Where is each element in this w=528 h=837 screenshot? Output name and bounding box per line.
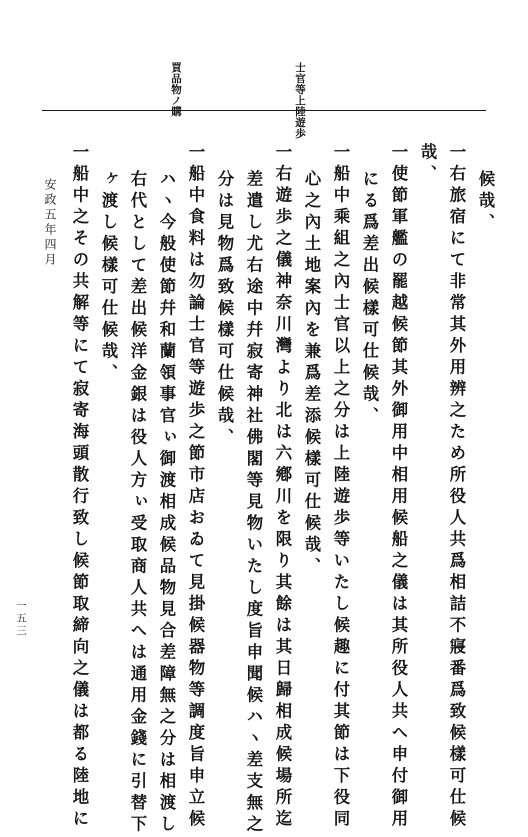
text-column: 候哉、 [476, 170, 495, 235]
text-column: 哉、 [418, 143, 437, 186]
text-column: 分は見物爲致候樣可仕候哉、 [215, 170, 234, 450]
text-column: 一船中食料は勿論士官等遊歩之節市店おゐて見掛候器物等調度旨申立候 [186, 143, 205, 831]
text-column: ヶ渡し候樣可仕候哉、 [99, 170, 118, 385]
header-rule [42, 110, 486, 111]
headnote-officers-shore-leave: 士官等上陸遊歩 [294, 62, 306, 139]
text-column: 右代として差出候洋金銀は役人方ぃ受取商人共へは通用金錢に引替下 [128, 170, 147, 837]
text-column: にる爲差出候樣可仕候哉、 [360, 170, 379, 428]
text-column: 差遣し尤右途中幷寂寄神社佛閣等見物いたし度旨申聞候ハヽ差支無之 [244, 170, 263, 837]
text-column: 一船中乘組之內士官以上之分は上陸遊歩等いたし候趣に付其節は下役同 [331, 143, 350, 831]
text-column: 心之內土地案內を兼爲差添候樣可仕候哉、 [302, 170, 321, 579]
text-column: ハヽ今般使節幷和蘭領事官ぃ御渡相成候品物見合差障無之分は相渡し [157, 170, 176, 837]
page-number: 一五三 [15, 600, 27, 638]
text-column: 一右遊歩之儀神奈川灣より北は六鄕川を限り其餘は其日歸相成候場所迄 [273, 143, 292, 831]
text-column: 一船中之その共解等にて寂寄海頭散行致し候節取締向之儀は都る陸地に [70, 143, 89, 831]
headnote-purchase-of-goods: 買品物ノ購 [170, 62, 182, 117]
document-date: 安政五年四月 [43, 178, 57, 268]
text-column: 一使節軍艦の罷越候節其外御用中相用候船之儀は其所役人共へ申付御用 [389, 143, 408, 831]
text-column: 一右旅宿にて非常其外用辨之ため所役人共爲相詰不寢番爲致候樣可仕候 [447, 143, 466, 831]
